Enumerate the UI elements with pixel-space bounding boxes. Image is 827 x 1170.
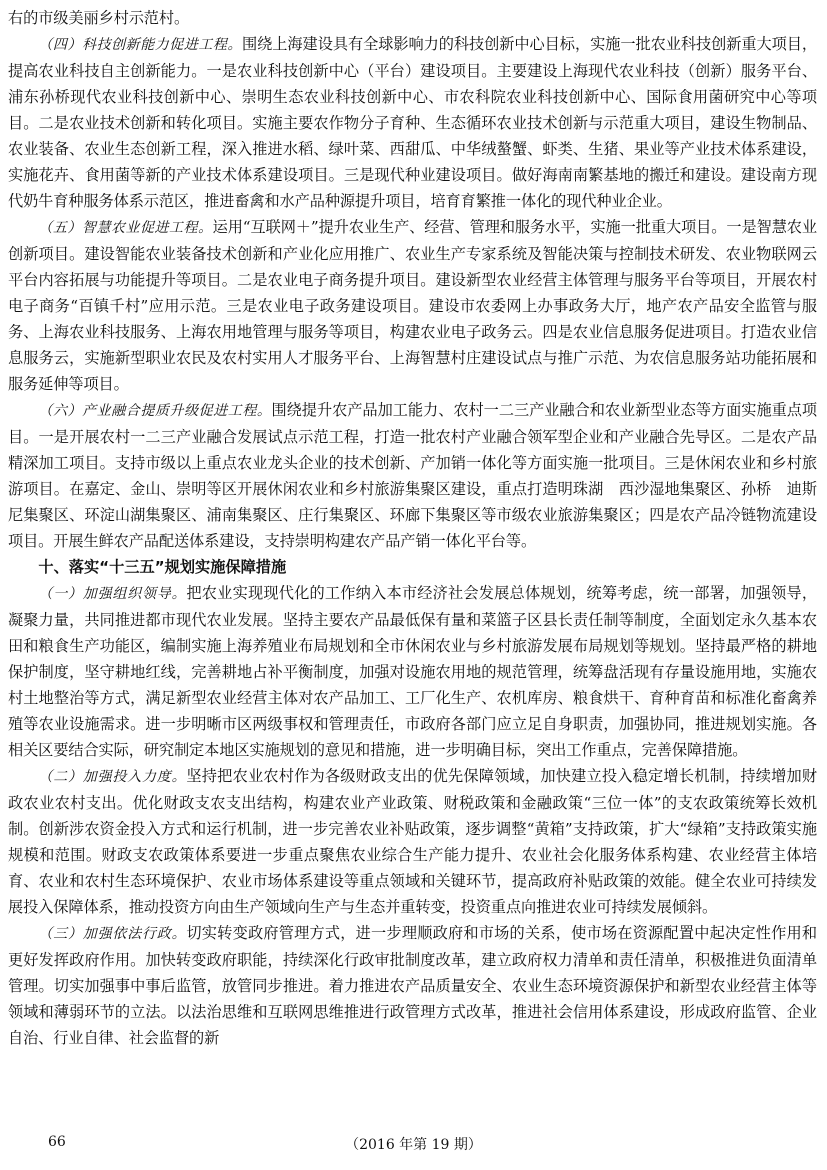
page-footer [0,1130,827,1156]
paragraph-continuation [8,5,817,31]
paragraph-investment [8,763,817,920]
paragraph-text: 切实转变政府管理方式，进一步理顺政府和市场的关系，使市场在资源配置中起决定性作用和更好发挥政府作用。加快转变政府职能，持续深化行政审批制度改革，建立政府权力清单和责任清单，积极推进负面清单管理。切实加强事中事后监管，放管同步推进。着力推进农产品质量安全、农业生态环境资源保护和新型农业经营主体等领域和薄弱环节的立法。以法治思维和互联网思维推进行政管理方式改革，推进社会信用体系建设，形成政府监管、企业自治、行业自律、社会监督的新 [8,924,818,1047]
section-heading: 十、落实“十三五”规划实施保障措施 [38,558,287,576]
paragraph-sci-tech-innovation [8,31,817,214]
paragraph-lead: （五）智慧农业促进工程。 [38,220,213,236]
paragraph-lead: （四）科技创新能力促进工程。 [38,37,243,53]
paragraph-text: 坚持把农业农村作为各级财政支出的优先保障领域，加快建立投入稳定增长机制，持续增加财政农业农村支出。优化财政支农支出结构，构建农业产业政策、财税政策和金融政策“三位一体”的支农政策统筹长效机制。创新涉农资金投入方式和运行机制，进一步完善农业补贴政策，逐步调整“黄箱”支持政策，扩大“绿箱”支持政策实施规模和范围。财政支农政策体系要进一步重点聚焦农业综合生产能力提升、农业社会化服务体系构建、农业经营主体培育、农业和农村生态环境保护、农业市场体系建设等重点领域和关键环节，提高政府补贴政策的效能。健全农业可持续发展投入保障体系，推动投资方向由生产领域向生产与生态并重转变，投资重点向推进农业可持续发展倾斜。 [8,767,818,916]
paragraph-text: 围绕上海建设具有全球影响力的科技创新中心目标，实施一批农业科技创新重大项目，提高农业科技自主创新能力。一是农业科技创新中心（平台）建设项目。主要建设上海现代农业科技（创新）服务平台、浦东孙桥现代农业科技创新中心、崇明生态农业科技创新中心、市农科院农业科技创新中心、国际食用菌研究中心等项目。二是农业技术创新和转化项目。实施主要农作物分子育种、生态循环农业技术创新与示范重大项目，建设生物制品、农业装备、农业生态创新工程，深入推进水稻、绿叶菜、西甜瓜、中华绒螯蟹、虾类、生猪、果业等产业技术体系建设，实施花卉、食用菌等新的产业技术体系建设项目。三是现代种业建设项目。做好海南南繁基地的搬迁和建设。建设南方现代奶牛育种服务体系示范区，推进畜禽和水产品种源提升项目，培育育繁推一体化的现代种业企业。 [8,35,818,210]
paragraph-text: 右的市级美丽乡村示范村。 [8,9,190,27]
issue-label: （2016 年第 19 期） [345,1137,482,1153]
paragraph-lead: （六）产业融合提质升级促进工程。 [38,403,272,419]
page-number: 66 [48,1134,66,1150]
paragraph-smart-agriculture [8,214,817,397]
paragraph-industry-integration [8,397,817,554]
paragraph-lead: （三）加强依法行政。 [38,926,187,942]
paragraph-text: 围绕提升农产品加工能力、农村一二三产业融合和农业新型业态等方面实施重点项目。一是开展农村一二三产业融合发展试点示范工程，打造一批农村产业融合领军型企业和产业融合先导区。二是农产品精深加工项目。支持市级以上重点农业龙头企业的技术创新、产加销一体化等方面实施一批项目。三是休闲农业和乡村旅游项目。在嘉定、金山、崇明等区开展休闲农业和乡村旅游集聚区建设，重点打造明珠湖 西沙湿地集聚区、孙桥 迪斯尼集聚区、环淀山湖集聚区、浦南集聚区、庄行集聚区、环廊下集聚区等市级农业旅游集聚区；四是农产品冷链物流建设项目。开展生鲜农产品配送体系建设，支持崇明构建农产品产销一体化平台等。 [8,401,818,550]
paragraph-lead: （二）加强投入力度。 [38,769,187,785]
paragraph-administration-by-law [8,920,817,1051]
paragraph-organization-leadership [8,580,817,763]
paragraph-text: 把农业实现现代化的工作纳入本市经济社会发展总体规划，统筹考虑，统一部署，加强领导，凝聚力量，共同推进都市现代农业发展。坚持主要农产品最低保有量和菜篮子区县长责任制等制度，全面划定永久基本农田和粮食生产功能区，编制实施上海养殖业布局规划和全市休闲农业与乡村旅游发展布局规划等规划。坚持最严格的耕地保护制度，坚守耕地红线，完善耕地占补平衡制度，加强对设施农用地的规范管理，统筹盘活现有存量设施用地，实施农村土地整治等方式，满足新型农业经营主体对农产品加工、工厂化生产、农机库房、粮食烘干、育种育苗和标准化畜禽养殖等农业设施需求。进一步明晰市区两级事权和管理责任，市政府各部门应立足自身职责，加强协同，推进规划实施。各相关区要结合实际，研究制定本地区实施规划的意见和措施，进一步明确目标，突出工作重点，完善保障措施。 [8,584,818,759]
paragraph-lead: （一）加强组织领导。 [38,586,187,602]
paragraph-text: 运用“互联网＋”提升农业生产、经营、管理和服务水平，实施一批重大项目。一是智慧农业创新项目。建设智能农业装备技术创新和产业化应用推广、农业生产专家系统及智能决策与控制技术研发、农业物联网云平台内容拓展与功能提升等项目。二是农业电子商务提升项目。建设新型农业经营主体管理与服务平台等项目，开展农村电子商务“百镇千村”应用示范。三是农业电子政务建设项目。建设市农委网上办事政务大厅，地产农产品安全监管与服务、上海农业科技服务、上海农用地管理与服务等项目，构建农业电子政务云。四是农业信息服务促进项目。打造农业信息服务云，实施新型职业农民及农村实用人才服务平台、上海智慧村庄建设试点与推广示范、为农信息服务站功能拓展和服务延伸等项目。 [8,218,817,393]
document-page [8,5,817,1051]
